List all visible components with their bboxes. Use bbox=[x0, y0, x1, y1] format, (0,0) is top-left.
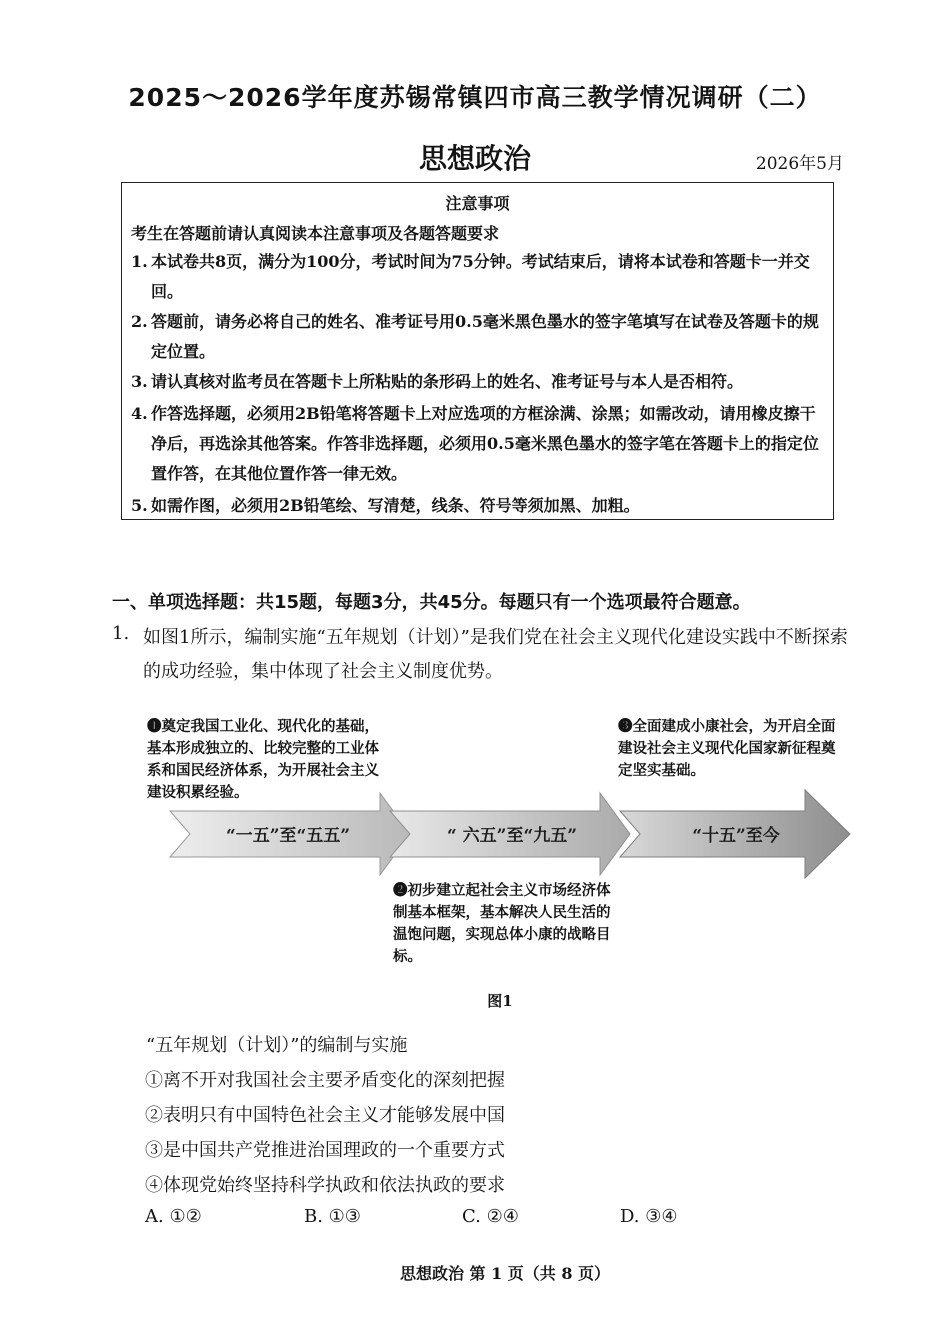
arrow-label-3: “十五”至今 bbox=[692, 826, 780, 846]
note-period-3: ❸全面建成小康社会，为开启全面建设社会主义现代化国家新征程奠定坚实基础。 bbox=[618, 718, 836, 779]
notice-item-number: 5. bbox=[131, 496, 148, 515]
notice-item-number: 3. bbox=[131, 372, 148, 391]
page-footer: 思想政治 第 1 页（共 8 页） bbox=[399, 1264, 611, 1283]
notice-intro: 考生在答题前请认真阅读本注意事项及各题答题要求 bbox=[131, 224, 500, 243]
statement-4: ④体现党始终坚持科学执政和依法执政的要求 bbox=[145, 1175, 505, 1196]
question-number: 1. bbox=[112, 623, 130, 644]
notice-item-text: 答题前，请务必将自己的姓名、准考证号用0.5毫米黑色墨水的签字笔填写在试卷及答题卡的规定位置。 bbox=[151, 312, 819, 361]
notice-title: 注意事项 bbox=[445, 194, 510, 213]
notice-item-text: 如需作图，必须用2B铅笔绘、写清楚，线条、符号等须加黑、加粗。 bbox=[151, 496, 640, 515]
notice-item-text: 作答选择题，必须用2B铅笔将答题卡上对应选项的方框涂满、涂黑；如需改动，请用橡皮擦干净后，再选涂其他答案。作答非选择题，必须用0.5毫米黑色墨水的签字笔在答题卡上的指定位置作答，在其他位置作答一律无效。 bbox=[151, 404, 819, 483]
notice-box bbox=[121, 182, 834, 520]
option-b: B. ①③ bbox=[304, 1206, 361, 1227]
notice-item bbox=[131, 307, 831, 367]
notice-item bbox=[131, 491, 831, 521]
question-lead: “五年规划（计划）”的编制与实施 bbox=[146, 1035, 408, 1056]
option-a: A. ①② bbox=[145, 1206, 202, 1227]
five-year-plan-diagram bbox=[140, 700, 860, 990]
exam-date: 2026年5月 bbox=[755, 154, 844, 174]
notice-item-text: 请认真核对监考员在答题卡上所粘贴的条形码上的姓名、准考证号与本人是否相符。 bbox=[151, 372, 744, 391]
figure-caption: 图1 bbox=[487, 992, 513, 1010]
statement-1: ①离不开对我国社会主要矛盾变化的深刻把握 bbox=[145, 1070, 505, 1091]
arrow-label-2: “ 六五”至“九五” bbox=[446, 826, 578, 846]
notice-item bbox=[131, 247, 831, 307]
notice-item-number: 4. bbox=[131, 404, 148, 423]
notice-item-number: 2. bbox=[131, 312, 148, 331]
statement-2: ②表明只有中国特色社会主义才能够发展中国 bbox=[145, 1105, 505, 1126]
question-stem: 如图1所示，编制实施“五年规划（计划）”是我们党在社会主义现代化建设实践中不断探索的成功经验，集中体现了社会主义制度优势。 bbox=[143, 627, 848, 682]
exam-title: 2025～2026学年度苏锡常镇四市高三教学情况调研（二） bbox=[128, 83, 822, 112]
note-period-2: ❷初步建立起社会主义市场经济体制基本框架，基本解决人民生活的温饱问题，实现总体小康的战略目标。 bbox=[393, 882, 611, 965]
option-c: C. ②④ bbox=[462, 1206, 519, 1227]
option-d: D. ③④ bbox=[620, 1206, 678, 1227]
statement-3: ③是中国共产党推进治国理政的一个重要方式 bbox=[145, 1140, 505, 1161]
notice-item bbox=[131, 367, 831, 397]
subject-title: 思想政治 bbox=[418, 142, 531, 175]
notice-item-text: 本试卷共8页，满分为100分，考试时间为75分钟。考试结束后，请将本试卷和答题卡一并交回。 bbox=[151, 252, 810, 301]
notice-item-number: 1. bbox=[131, 252, 148, 271]
section-heading: 一、单项选择题：共15题，每题3分，共45分。每题只有一个选项最符合题意。 bbox=[112, 592, 751, 613]
note-period-1: ❶奠定我国工业化、现代化的基础，基本形成独立的、比较完整的工业体系和国民经济体系，为开展社会主义建设积累经验。 bbox=[147, 718, 379, 801]
notice-item bbox=[131, 399, 831, 489]
arrow-label-1: “一五”至“五五” bbox=[225, 826, 351, 846]
